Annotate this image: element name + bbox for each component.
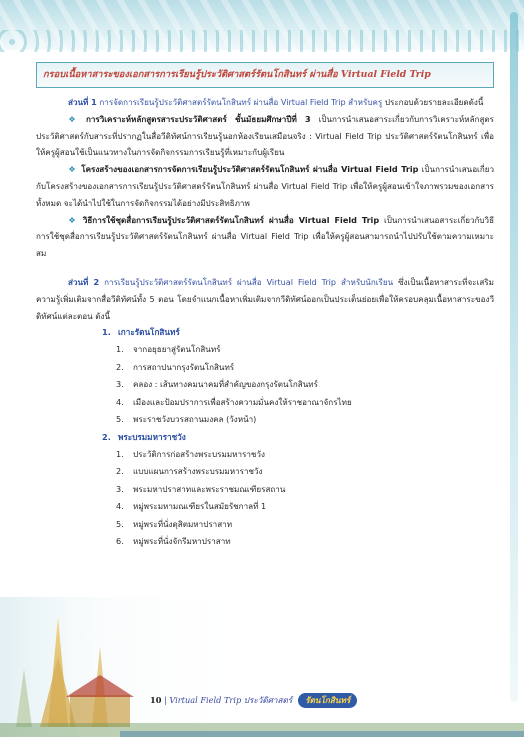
list-item: 1. จากอยุธยาสู่รัตนโกสินทร์ bbox=[116, 344, 221, 355]
bullet-item bbox=[36, 161, 494, 211]
list-item: 4. หมู่พระมหามณเฑียรในสมัยรัชกาลที่ 1 bbox=[116, 501, 267, 512]
temple-illustration bbox=[0, 597, 524, 737]
group-title-text: พระบรมมหาราชวัง bbox=[118, 431, 186, 442]
bullet-text: เป็นการนำเสนอเกี่ยวกับโครงสร้างของเอกสารการเรียนรู้ประวัติศาสตร์รัตนโกสินทร์ ผ่านสื่อ Virtual Field Trip เพื่อให้ครูผู้สอนเข้าใจภาพรวมของเอกสารทั้งหมด จะได้นำไปใช้ในการจัดกิจกรรมได้อย่างมีประสิทธิภาพ bbox=[36, 164, 495, 208]
topic-group bbox=[36, 429, 494, 551]
part1-intro bbox=[36, 94, 494, 111]
list-item-text: หมู่พระที่นั่งจักรีมหาปราสาท bbox=[133, 536, 231, 547]
bullet-text: เป็นการนำเสนอสาระเกี่ยวกับวิธีการใช้ชุดสื่อการเรียนรู้ประวัติศาสตร์รัตนโกสินทร์ ผ่านสื่อ Virtual Field Trip เพื่อให้ครูผู้สอนสามารถนำไปปรับใช้ตามความเหมาะสม bbox=[36, 214, 495, 259]
part2-label: ส่วนที่ 2 bbox=[68, 276, 100, 287]
footer-logo: รัตนโกสินทร์ bbox=[298, 693, 357, 708]
list-item-text: ประวัติการก่อสร้างพระบรมมหาราชวัง bbox=[133, 448, 265, 459]
bullet-text: เป็นการนำเสนอสาระเกี่ยวกับการวิเคราะห์หลักสูตรประวัติศาสตร์กับสาระที่ปรากฏในสื่อวีดิทัศน์การเรียนรู้นอกห้องเรียนเสมือนจริง : Virtual Field Trip ประวัติศาสตร์รัตนโกสินทร์ เพื่อให้ครูผู้สอนใช้เป็นแนวทางในการจัดกิจกรรมการเรียนรู้ที่เหมาะกับผู้เรียน bbox=[36, 113, 494, 158]
topic-list bbox=[36, 341, 494, 429]
document-body bbox=[36, 62, 494, 551]
list-item: 6. หมู่พระที่นั่งจักรีมหาปราสาท bbox=[116, 536, 231, 547]
diamond-bullet-icon: ❖ bbox=[68, 214, 76, 225]
part1-title-cont: ประกอบด้วยรายละเอียดดังนี้ bbox=[382, 97, 484, 107]
list-item: 4. เมืองและป้อมปราการเพื่อสร้างความมั่นคงให้ราชอาณาจักรไทย bbox=[116, 396, 352, 407]
bullet-title: การวิเคราะห์หลักสูตรสาระประวัติศาสตร์ ชั้นมัธยมศึกษาปีที่ 3 bbox=[85, 113, 311, 124]
group-number: 2. bbox=[102, 431, 111, 442]
bullet-title: วิธีการใช้ชุดสื่อการเรียนรู้ประวัติศาสตร์รัตนโกสินทร์ ผ่านสื่อ Virtual Field Trip bbox=[82, 214, 380, 225]
group-title bbox=[102, 429, 494, 446]
page-footer bbox=[150, 693, 400, 713]
section-heading-text: กรอบเนื้อหาสาระของเอกสารการเรียนรู้ประวัติศาสตร์รัตนโกสินทร์ ผ่านสื่อ Virtual Field Trip bbox=[43, 69, 431, 80]
group-title-text: เกาะรัตนโกสินทร์ bbox=[118, 327, 180, 338]
topic-list bbox=[36, 446, 494, 551]
list-item: 2. แบบแผนการสร้างพระบรมมหาราชวัง bbox=[116, 466, 263, 477]
topic-group bbox=[36, 324, 494, 429]
diamond-bullet-icon: ❖ bbox=[68, 113, 76, 124]
group-number: 1. bbox=[102, 327, 111, 338]
list-item: 5. พระราชวังบวรสถานมงคล (วังหน้า) bbox=[116, 414, 257, 425]
list-item-text: คลอง : เส้นทางคมนาคมที่สำคัญของกรุงรัตนโกสินทร์ bbox=[133, 379, 318, 390]
list-item-text: หมู่พระมหามณเฑียรในสมัยรัชกาลที่ 1 bbox=[133, 501, 267, 512]
top-decorative-band bbox=[0, 0, 524, 50]
group-title bbox=[102, 324, 494, 341]
diamond-bullet-icon: ❖ bbox=[68, 164, 76, 175]
part1-title: การจัดการเรียนรู้ประวัติศาสตร์รัตนโกสินทร์ ผ่านสื่อ Virtual Field Trip สำหรับครู bbox=[96, 97, 383, 107]
temple-illustration-graphic bbox=[0, 597, 524, 737]
part1-label: ส่วนที่ 1 bbox=[68, 97, 97, 107]
list-item-text: เมืองและป้อมปราการเพื่อสร้างความมั่นคงให้ราชอาณาจักรไทย bbox=[133, 396, 352, 407]
footer-separator: | bbox=[161, 695, 170, 705]
list-item: 1. ประวัติการก่อสร้างพระบรมมหาราชวัง bbox=[116, 448, 265, 459]
section-spacer bbox=[36, 262, 494, 274]
bullet-item bbox=[36, 212, 494, 262]
part2-title: การเรียนรู้ประวัติศาสตร์รัตนโกสินทร์ ผ่านสื่อ Virtual Field Trip สำหรับนักเรียน bbox=[99, 276, 394, 287]
list-item-text: หมู่พระที่นั่งดุสิตมหาปราสาท bbox=[133, 518, 233, 529]
list-item-text: แบบแผนการสร้างพระบรมมหาราชวัง bbox=[133, 466, 263, 477]
section-heading bbox=[36, 62, 494, 88]
list-item-text: พระมหาปราสาทและพระราชมณเฑียรสถาน bbox=[133, 483, 286, 494]
list-item-text: พระราชวังบวรสถานมงคล (วังหน้า) bbox=[133, 414, 257, 425]
page-number: 10 bbox=[150, 695, 162, 705]
bullet-title: โครงสร้างของเอกสารการจัดการเรียนรู้ประวัติศาสตร์รัตนโกสินทร์ ผ่านสื่อ Virtual Field Trip bbox=[81, 164, 419, 175]
list-item: 3. คลอง : เส้นทางคมนาคมที่สำคัญของกรุงรัตนโกสินทร์ bbox=[116, 379, 318, 390]
list-item: 5. หมู่พระที่นั่งดุสิตมหาปราสาท bbox=[116, 518, 233, 529]
list-item: 3. พระมหาปราสาทและพระราชมณเฑียรสถาน bbox=[116, 483, 286, 494]
bullet-item bbox=[36, 111, 494, 161]
list-item: 2. การสถาปนากรุงรัตนโกสินทร์ bbox=[116, 361, 235, 372]
footer-series-title: Virtual Field Trip ประวัติศาสตร์ bbox=[169, 695, 293, 705]
part2-title-cont: ซึ่งเป็นเนื้อหาสาระที่จะเสริมความรู้เพิ่มเติมจากสื่อวีดิทัศน์ทั้ง 5 ตอน โดยจำแนกเนื้อหาเพิ่มเติมจากวีดิทัศน์ออกเป็นประเด็นย่อยเพื่อให้ครอบคลุมเนื้อหาสาระของวีดิทัศน์แต่ละตอน ดังนี้ bbox=[36, 276, 494, 321]
list-item-text: การสถาปนากรุงรัตนโกสินทร์ bbox=[133, 361, 235, 372]
part2-intro bbox=[36, 274, 494, 324]
list-item-text: จากอยุธยาสู่รัตนโกสินทร์ bbox=[133, 344, 221, 355]
